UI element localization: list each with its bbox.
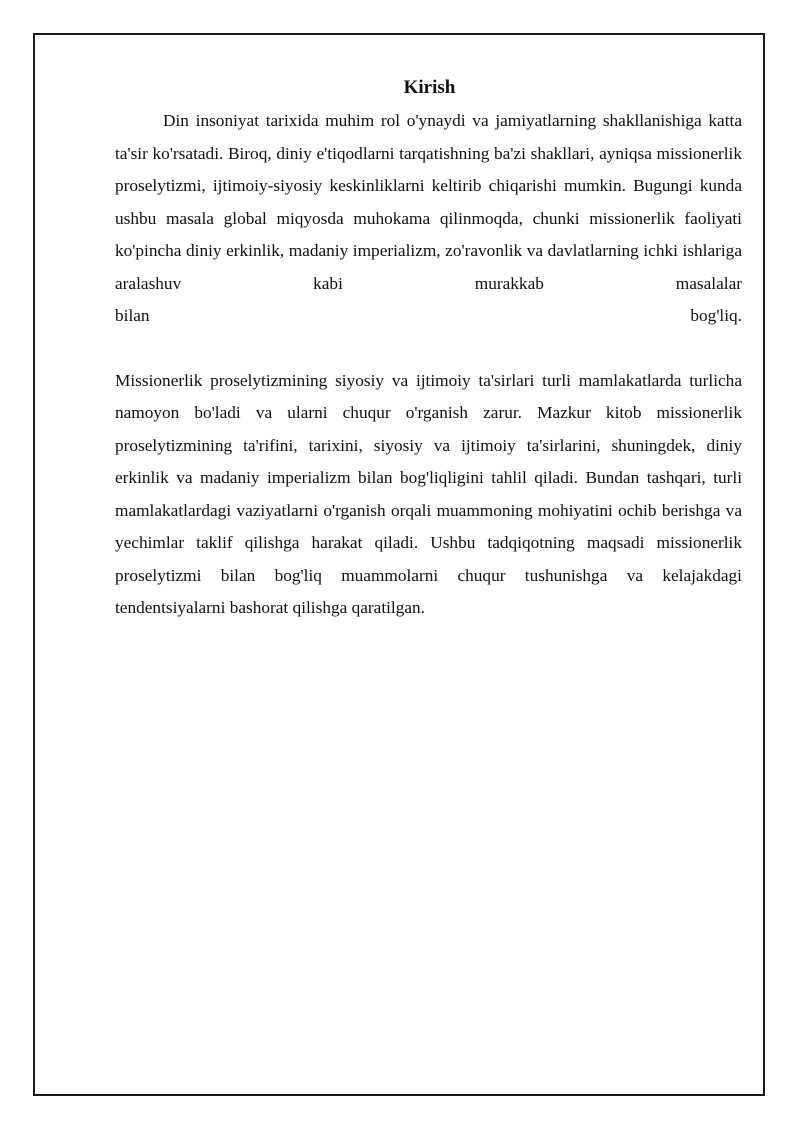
paragraph-intro-tail-left: bilan [115, 306, 150, 325]
paragraph-intro: Din insoniyat tarixida muhim rol o'ynaydi va jamiyatlarning shakllanishiga katta ta'sir ko'rsatadi. Biroq, diniy e'tiqodlarni tarqatishning ba'zi shakllari, ayniqsa missionerlik proselytizmi, ijtimoiy-siyosiy keskinliklarni keltirib chiqarishi mumkin. Bugungi kunda ushbu masala global miqyosda muhokama qilinmoqda, chunki missionerlik faoliyati ko'pincha diniy erkinlik, madaniy imperializm, zo'ravonlik va davlatlarning ichki ishlariga aralashuv kabi murakkab masalalar [115, 111, 742, 293]
paragraph-main: Missionerlik proselytizmining siyosiy va ijtimoiy ta'sirlari turli mamlakatlarda turlicha namoyon bo'ladi va ularni chuqur o'rganish zarur. Mazkur kitob missionerlik proselytizmining ta'rifini, tarixini, siyosiy va ijtimoiy ta'sirlarini, shuningdek, diniy erkinlik va madaniy imperializm bilan bog'liqligini tahlil qiladi. Bundan tashqari, turli mamlakatlardagi vaziyatlarni o'rganish orqali muammoning mohiyatini ochib berishga va yechimlar taklif qilishga harakat qiladi. Ushbu tadqiqotning maqsadi missionerlik proselytizmi bilan bog'liq muammolarni chuqur tushunishga va kelajakdagi tendentsiyalarni bashorat qilishga qaratilgan. [115, 370, 742, 617]
paragraph-intro-tail-right: bog'liq. [690, 306, 742, 325]
document-body [115, 75, 742, 625]
paragraph-intro-last-line [115, 300, 742, 333]
page-title: Kirish [403, 77, 456, 98]
